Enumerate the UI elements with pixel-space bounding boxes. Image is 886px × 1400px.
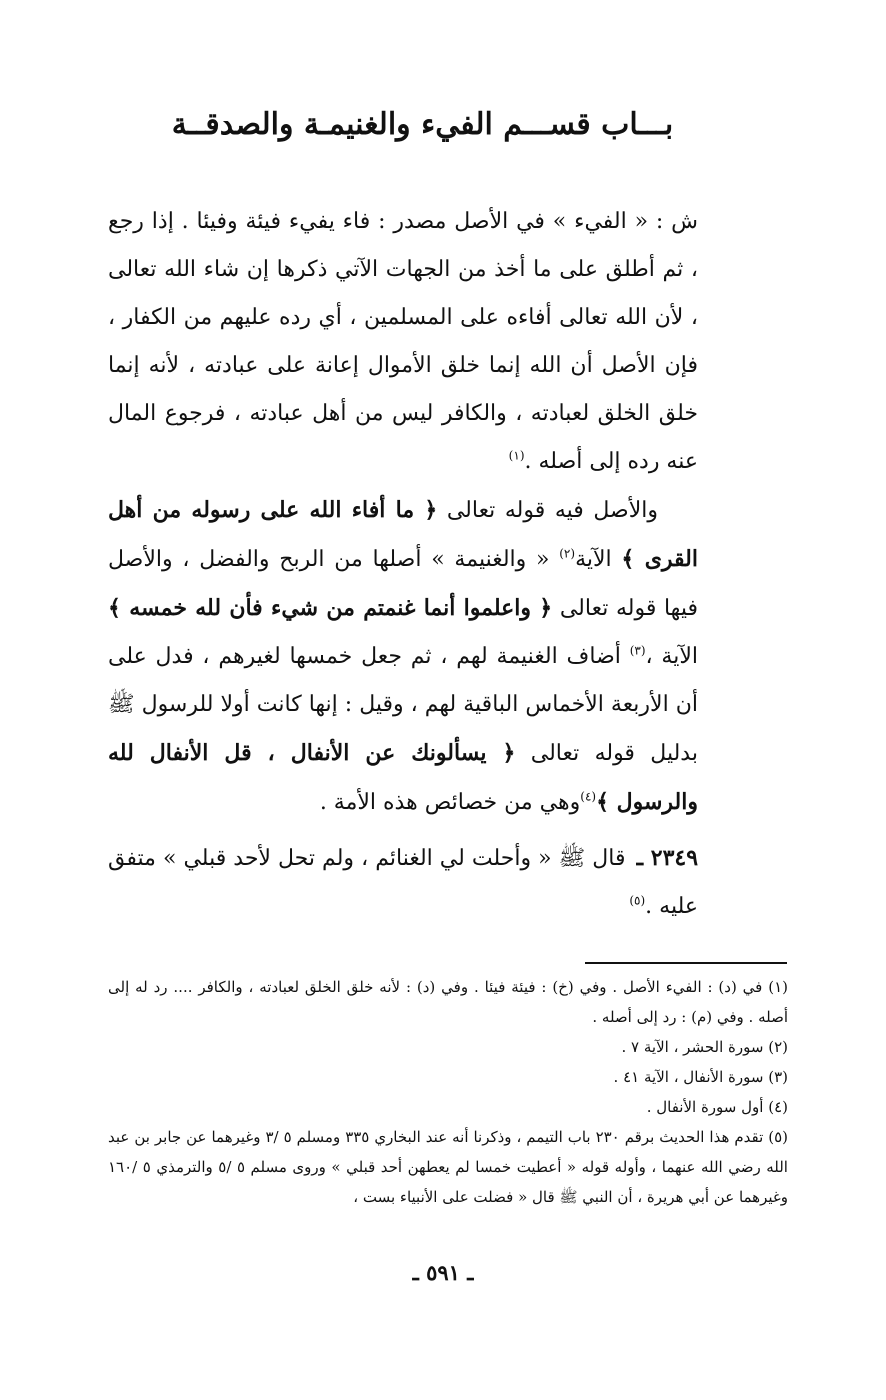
footnote-4: (٤) أول سورة الأنفال . <box>646 1098 788 1116</box>
paragraph-origin-part-c: « والغنيمة » أصلها من الربح والفضل ، والأصل فيها قوله تعالى <box>108 547 698 621</box>
quran-verse-1: ﴿ ما أفاء الله على رسوله من أهل القرى ﴾ <box>108 497 698 572</box>
paragraph-origin-part-d: الآية ، <box>645 644 699 669</box>
paragraph-definition-text: ش : « الفيء » في الأصل مصدر : فاء يفيء فيئة وفيئا . إذا رجع ، ثم أطلق على ما أخذ من الجهات الآتي ذكرها إن شاء الله تعالى ، لأن الله تعالى أفاءه على المسلمين ، أي رده عليهم من الكفار ، فإن الأصل أن الله إنما خلق الأموال إعانة على عبادته ، لأنه إنما خلق الخلق لعبادته ، والكافر ليس من أهل عبادته ، فرجوع المال عنه رده إلى أصله . <box>108 209 698 474</box>
hadith-entry <box>108 834 698 934</box>
footnote-divider <box>585 962 787 964</box>
footnote-ref-3[interactable]: (٣) <box>629 643 646 658</box>
paragraph-origin-part-b: الآية <box>575 547 612 572</box>
main-text <box>108 198 698 934</box>
footnote-3: (٣) سورة الأنفال ، الآية ٤١ . <box>613 1068 788 1086</box>
hadith-text: قال ﷺ « وأحلت لي الغنائم ، ولم تحل لأحد قبلي » متفق عليه . <box>108 846 698 919</box>
paragraph-origin-part-a: والأصل فيه قوله تعالى <box>446 498 658 523</box>
quran-verse-2: ﴿ واعلموا أنما غنمتم من شيء فأن لله خمسه ﴾ <box>108 595 553 621</box>
footnote-1: (١) في (د) : الفيء الأصل . وفي (خ) : فيئة فيئا . وفي (د) : لأنه خلق الخلق لعبادته ، والكافر .... رد له إلى أصله . وفي (م) : رد إلى أصله . <box>108 978 788 1026</box>
footnote-ref-1[interactable]: (١) <box>508 448 525 463</box>
footnote-ref-4[interactable]: (٤) <box>580 789 597 804</box>
footnotes <box>108 972 788 1212</box>
paragraph-origin <box>108 486 698 834</box>
footnote-ref-2[interactable]: (٢) <box>559 546 576 561</box>
chapter-title: بـــاب قســـم الفيء والغنيمـة والصدقــة <box>171 107 674 142</box>
footnote-ref-5[interactable]: (٥) <box>629 893 646 908</box>
paragraph-origin-part-e: أضاف الغنيمة لهم ، ثم جعل خمسها لغيرهم ، فدل على أن الأربعة الأخماس الباقية لهم ، وقيل : إنها كانت أولا للرسول ﷺ بدليل قوله تعالى <box>108 644 698 766</box>
quran-verse-3: ﴿ يسألونك عن الأنفال ، قل الأنفال لله والرسول ﴾ <box>108 740 698 815</box>
footnote-2: (٢) سورة الحشر ، الآية ٧ . <box>621 1038 788 1056</box>
paragraph-origin-part-f: وهي من خصائص هذه الأمة . <box>319 790 581 815</box>
footnote-5: (٥) تقدم هذا الحديث برقم ٢٣٠ باب التيمم ، وذكرنا أنه عند البخاري ٣٣٥ ومسلم ٥ /٣ وغيرهما عن جابر بن عبد الله رضي الله عنهما ، وأوله قوله « أعطيت خمسا لم يعطهن أحد قبلي » وروى مسلم ٥ /٥ والترمذي ٥ /١٦٠ وغيرهما عن أبي هريرة ، أن النبي ﷺ قال « فضلت على الأنبياء بست ، <box>108 1128 789 1206</box>
paragraph-definition <box>108 198 698 486</box>
hadith-number: ٢٣٤٩ ـ <box>636 845 699 871</box>
page-number: ـ ٥٩١ ـ <box>412 1260 474 1285</box>
